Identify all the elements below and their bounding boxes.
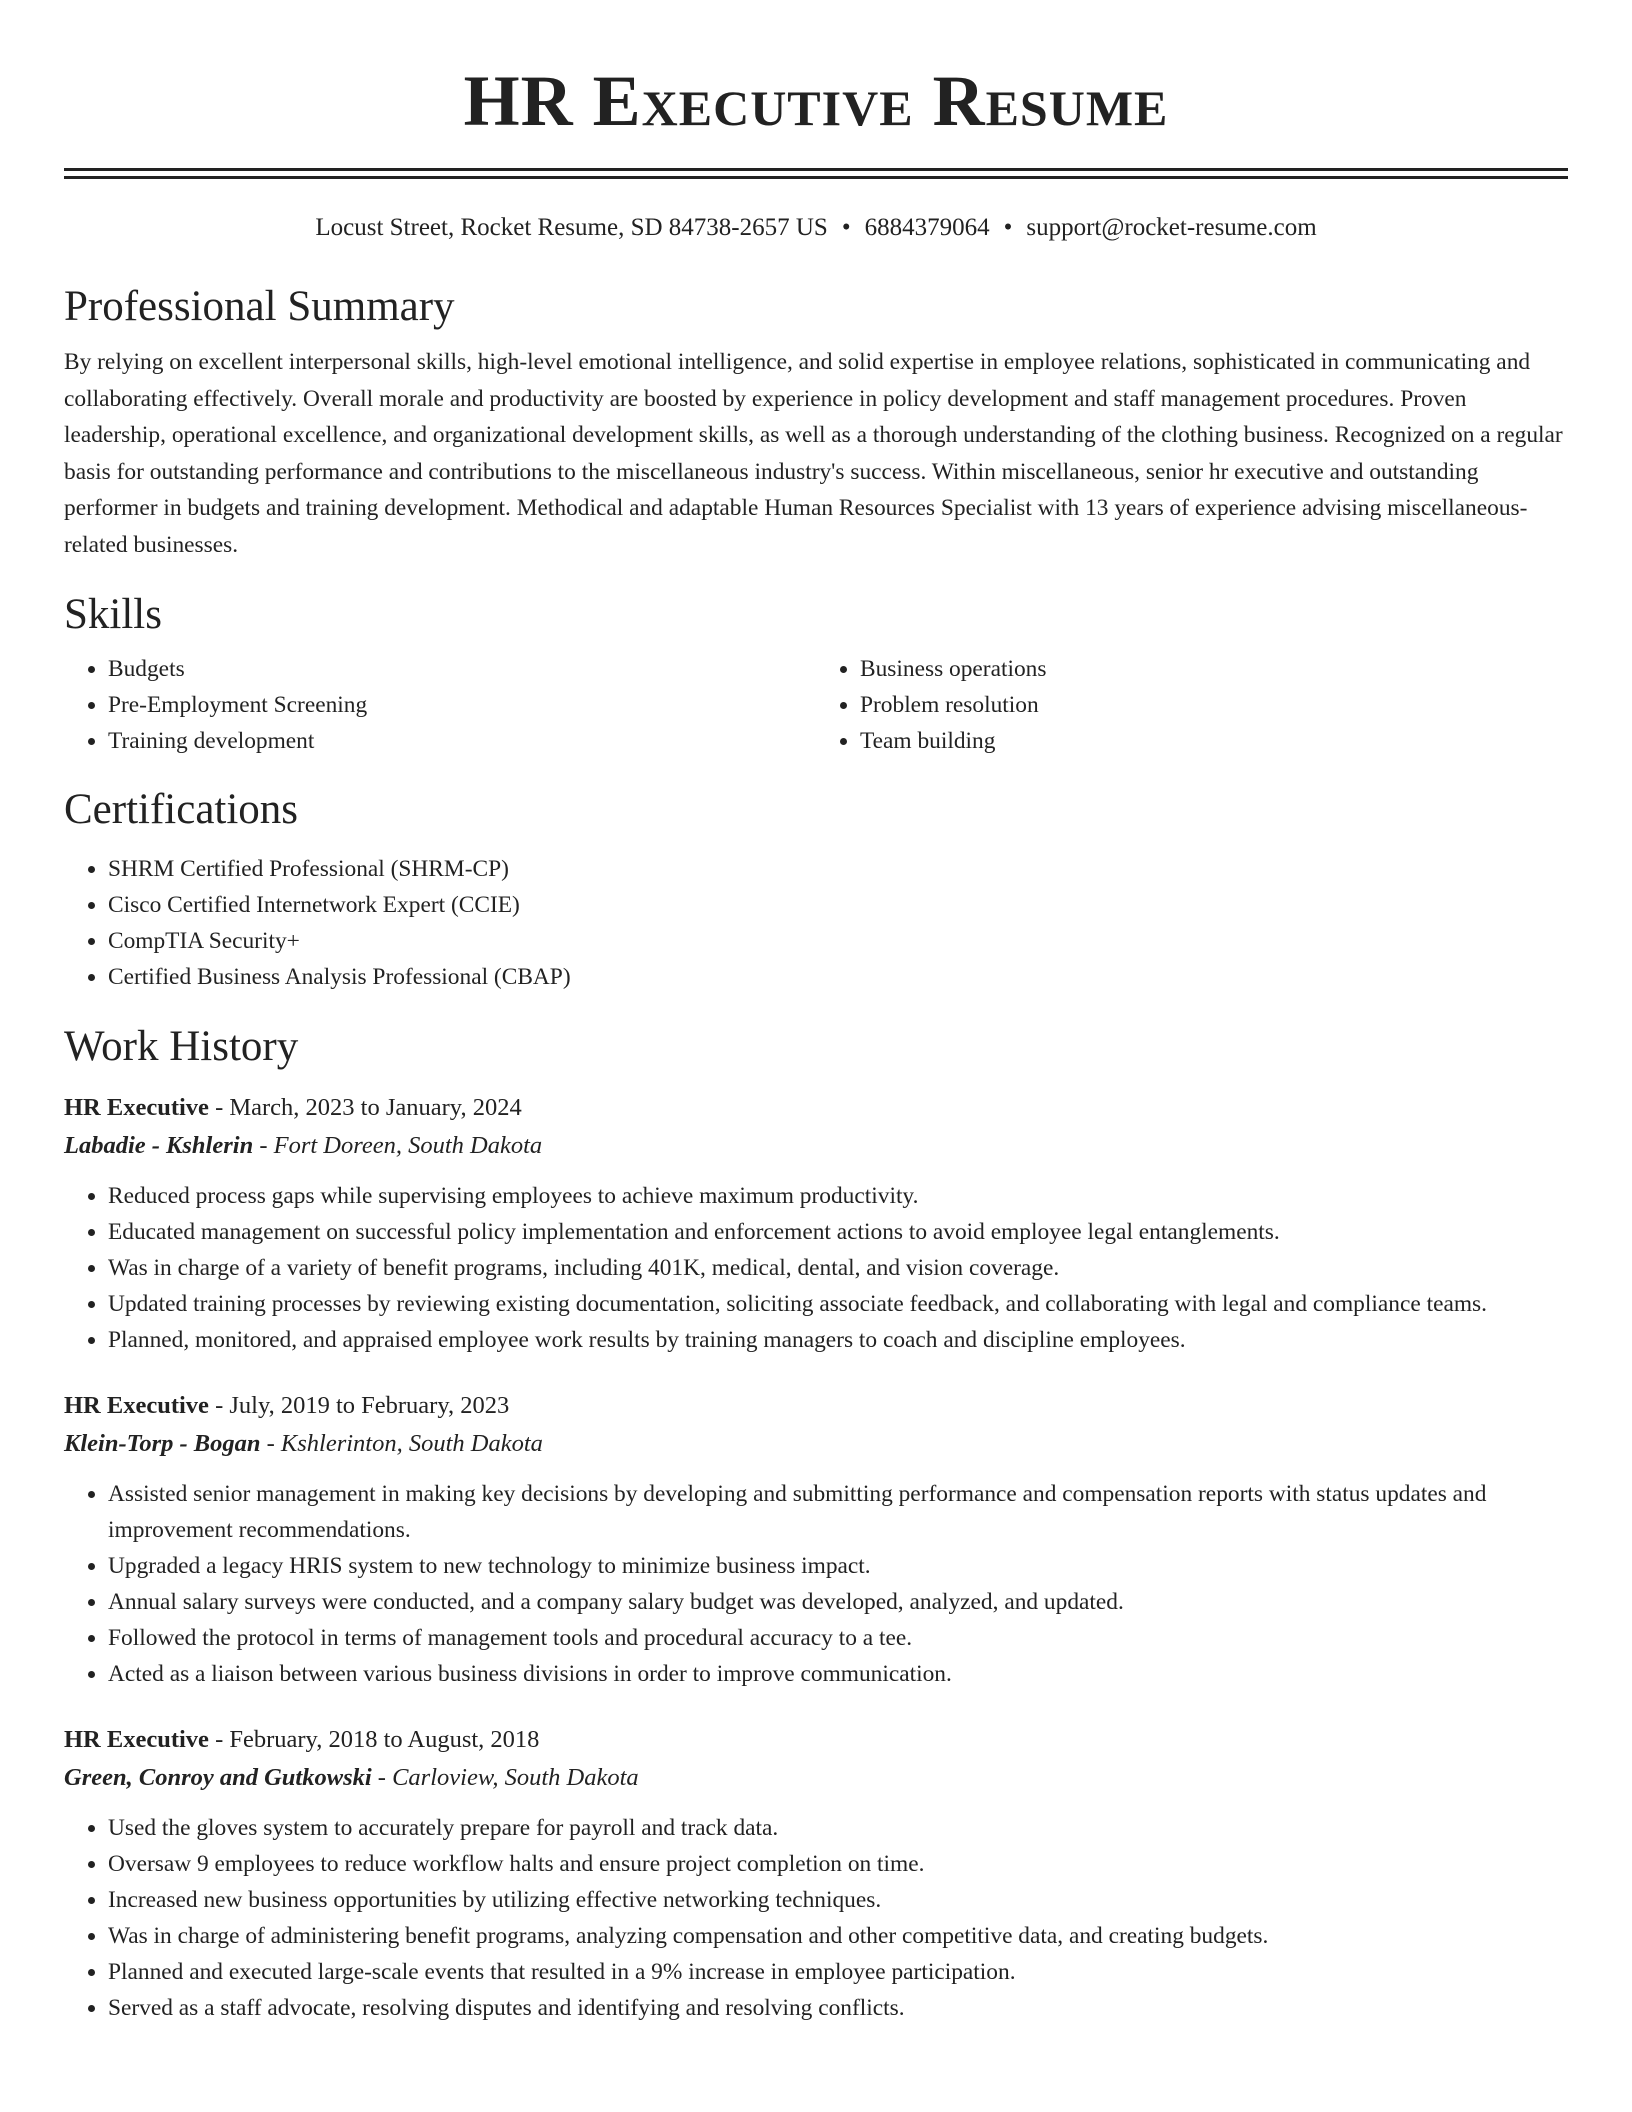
job-company-line <box>64 1759 1568 1797</box>
job-bullet: • Oversaw 9 employees to reduce workflow halts and ensure project completion on time. <box>108 1846 1568 1882</box>
job-title: HR Executive <box>64 1725 209 1753</box>
job-bullets <box>64 1476 1568 1692</box>
job-dates: - February, 2018 to August, 2018 <box>208 1725 540 1753</box>
job-bullet: • Educated management on successful policy implementation and enforcement actions to avoid employee legal entanglements. <box>108 1214 1568 1250</box>
job-bullet: • Reduced process gaps while supervising employees to achieve maximum productivity. <box>108 1178 1568 1214</box>
skill-item: • Pre-Employment Screening <box>108 687 816 723</box>
job-title: HR Executive <box>64 1093 209 1121</box>
skill-item: • Training development <box>108 723 816 759</box>
job-bullet: • Acted as a liaison between various business divisions in order to improve communication. <box>108 1656 1568 1692</box>
job-bullet: • Planned, monitored, and appraised employee work results by training managers to coach and discipline employees. <box>108 1322 1568 1358</box>
job-bullet: • Was in charge of administering benefit programs, analyzing compensation and other competitive data, and creating budgets. <box>108 1918 1568 1954</box>
contact-line <box>64 213 1568 243</box>
job-bullet: • Upgraded a legacy HRIS system to new technology to minimize business impact. <box>108 1548 1568 1584</box>
job-location: - Carloview, South Dakota <box>371 1763 639 1791</box>
contact-email: support@rocket-resume.com <box>1026 214 1317 241</box>
certifications-list <box>64 851 1568 995</box>
job-company-line <box>64 1425 1568 1463</box>
skill-item: • Budgets <box>108 651 816 687</box>
certifications-heading: Certifications <box>64 785 299 833</box>
skills-column-right <box>816 651 1568 759</box>
certification-item: • Cisco Certified Internetwork Expert (CCIE) <box>108 887 1568 923</box>
job-title-line <box>64 1387 1568 1425</box>
job-entry <box>64 1089 1568 1358</box>
job-dates: - July, 2019 to February, 2023 <box>208 1391 510 1419</box>
job-bullets <box>64 1178 1568 1358</box>
job-bullet: • Updated training processes by reviewing existing documentation, soliciting associate feedback, and collaborating with legal and compliance teams. <box>108 1286 1568 1322</box>
job-bullet: • Annual salary surveys were conducted, and a company salary budget was developed, analyzed, and updated. <box>108 1584 1568 1620</box>
job-bullet: • Served as a staff advocate, resolving disputes and identifying and resolving conflicts. <box>108 1990 1568 2026</box>
summary-heading: Professional Summary <box>64 283 455 330</box>
title-divider-bottom <box>64 176 1568 179</box>
job-title-line <box>64 1721 1568 1759</box>
job-bullet: • Planned and executed large-scale events that resulted in a 9% increase in employee participation. <box>108 1954 1568 1990</box>
skill-item: • Business operations <box>860 651 1568 687</box>
job-title: HR Executive <box>64 1391 209 1419</box>
job-company: Klein-Torp - Bogan <box>64 1429 261 1457</box>
contact-separator: • <box>1003 214 1013 241</box>
title-divider-top <box>64 168 1568 171</box>
skill-item: • Team building <box>860 723 1568 759</box>
contact-address: Locust Street, Rocket Resume, SD 84738-2657 US <box>315 214 828 241</box>
job-title-line <box>64 1089 1568 1127</box>
certification-item: • Certified Business Analysis Professional (CBAP) <box>108 959 1568 995</box>
job-dates: - March, 2023 to January, 2024 <box>208 1093 522 1121</box>
job-bullet: • Increased new business opportunities by utilizing effective networking techniques. <box>108 1882 1568 1918</box>
contact-phone: 6884379064 <box>864 214 990 241</box>
job-company-line <box>64 1127 1568 1165</box>
job-location: - Kshlerinton, South Dakota <box>260 1429 543 1457</box>
job-location: - Fort Doreen, South Dakota <box>253 1131 543 1159</box>
job-entry <box>64 1721 1568 2026</box>
skill-item: • Problem resolution <box>860 687 1568 723</box>
work-history-heading: Work History <box>64 1022 299 1070</box>
job-entry <box>64 1387 1568 1692</box>
job-company: Green, Conroy and Gutkowski <box>64 1763 372 1791</box>
summary-text: By relying on excellent interpersonal skills, high-level emotional intelligence, and solid expertise in employee relations, sophisticated in communicating and collaborating effectively. Overall morale and productivity are boosted by experience in policy development and staff management procedures. Proven leadership, operational excellence, and organizational development skills, as well as a thorough understanding of the clothing business. Recognized on a regular basis for outstanding performance and contributions to the miscellaneous industry's success. Within miscellaneous, senior hr executive and outstanding performer in budgets and training development. Methodical and adaptable Human Resources Specialist with 13 years of experience advising miscellaneous-related businesses. <box>64 349 1563 558</box>
skills-column-left <box>64 651 816 759</box>
job-bullet: • Assisted senior management in making key decisions by developing and submitting performance and compensation reports with status updates and improvement recommendations. <box>108 1476 1568 1548</box>
job-bullet: • Used the gloves system to accurately prepare for payroll and track data. <box>108 1810 1568 1846</box>
certification-item: • SHRM Certified Professional (SHRM-CP) <box>108 851 1568 887</box>
job-bullets <box>64 1810 1568 2026</box>
contact-separator: • <box>841 214 851 241</box>
job-bullet: • Followed the protocol in terms of management tools and procedural accuracy to a tee. <box>108 1620 1568 1656</box>
resume-page <box>64 0 1568 2026</box>
certification-item: • CompTIA Security+ <box>108 923 1568 959</box>
skills-list <box>64 651 1568 759</box>
skills-heading: Skills <box>64 590 162 638</box>
resume-title: HR Executive Resume <box>463 61 1169 141</box>
job-company: Labadie - Kshlerin <box>64 1131 254 1159</box>
job-bullet: • Was in charge of a variety of benefit programs, including 401K, medical, dental, and vision coverage. <box>108 1250 1568 1286</box>
